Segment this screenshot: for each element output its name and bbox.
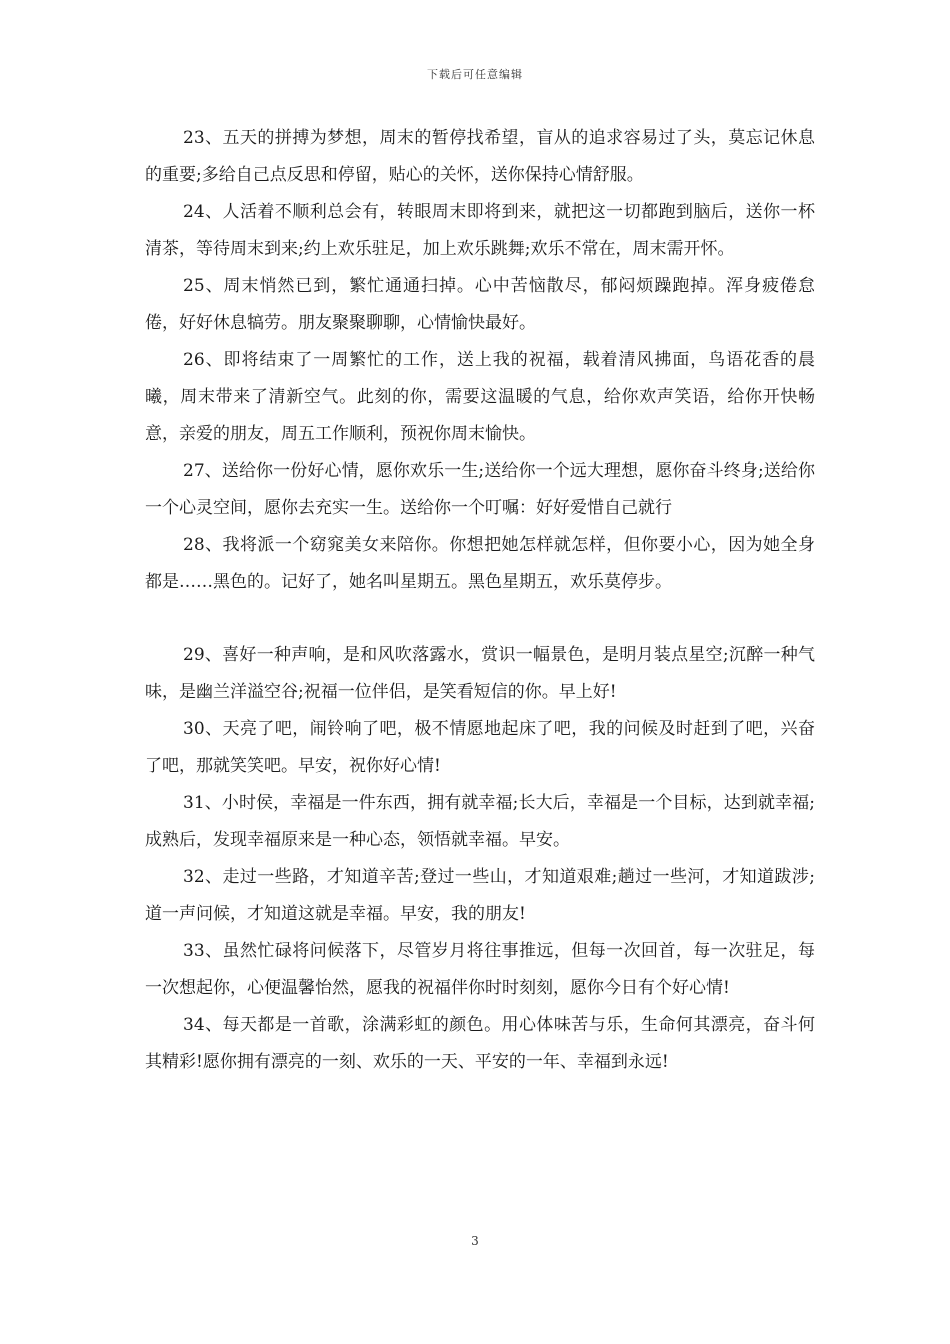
paragraph-30: 30、天亮了吧，闹铃响了吧，极不情愿地起床了吧，我的问候及时赶到了吧，兴奋了吧，那就笑笑吧。早安，祝你好心情! [145,719,815,776]
paragraph-34: 34、每天都是一首歌，涂满彩虹的颜色。用心体味苦与乐，生命何其漂亮，奋斗何其精彩!愿你拥有漂亮的一刻、欢乐的一天、平安的一年、幸福到永远! [145,1015,815,1072]
paragraph-24: 24、人活着不顺利总会有，转眼周末即将到来，就把这一切都跑到脑后，送你一杯清茶，等待周末到来;约上欢乐驻足，加上欢乐跳舞;欢乐不常在，周末需开怀。 [145,202,815,259]
paragraph-29: 29、喜好一种声响，是和风吹落露水，赏识一幅景色，是明月装点星空;沉醉一种气味，是幽兰洋溢空谷;祝福一位伴侣，是笑看短信的你。早上好! [145,645,815,702]
page-number: 3 [471,1234,479,1248]
paragraph-25: 25、周末悄然已到，繁忙通通扫掉。心中苦恼散尽，郁闷烦躁跑掉。浑身疲倦怠倦，好好休息犒劳。朋友聚聚聊聊，心情愉快最好。 [145,276,815,333]
paragraph-23: 23、五天的拼搏为梦想，周末的暂停找希望，盲从的追求容易过了头，莫忘记休息的重要;多给自己点反思和停留，贴心的关怀，送你保持心情舒服。 [145,128,815,185]
paragraph-33: 33、虽然忙碌将问候落下，尽管岁月将往事推远，但每一次回首，每一次驻足，每一次想起你，心便温馨怡然，愿我的祝福伴你时时刻刻，愿你今日有个好心情! [145,941,815,998]
paragraph-27: 27、送给你一份好心情，愿你欢乐一生;送给你一个远大理想，愿你奋斗终身;送给你一个心灵空间，愿你去充实一生。送给你一个叮嘱：好好爱惜自己就行 [145,461,815,518]
paragraph-26: 26、即将结束了一周繁忙的工作，送上我的祝福，载着清风拂面，鸟语花香的晨曦，周末带来了清新空气。此刻的你，需要这温暖的气息，给你欢声笑语，给你开快畅意，亲爱的朋友，周五工作顺利，预祝你周末愉快。 [145,350,815,444]
page-header: 下载后可任意编辑 [427,68,523,81]
paragraph-28: 28、我将派一个窈窕美女来陪你。你想把她怎样就怎样，但你要小心，因为她全身都是……黑色的。记好了，她名叫星期五。黑色星期五，欢乐莫停步。 [145,535,815,592]
paragraph-32: 32、走过一些路，才知道辛苦;登过一些山，才知道艰难;趟过一些河，才知道跋涉;道一声问候，才知道这就是幸福。早安，我的朋友! [145,867,815,924]
document-body [145,120,815,1081]
paragraph-31: 31、小时侯，幸福是一件东西，拥有就幸福;长大后，幸福是一个目标，达到就幸福;成熟后，发现幸福原来是一种心态，领悟就幸福。早安。 [145,793,815,850]
